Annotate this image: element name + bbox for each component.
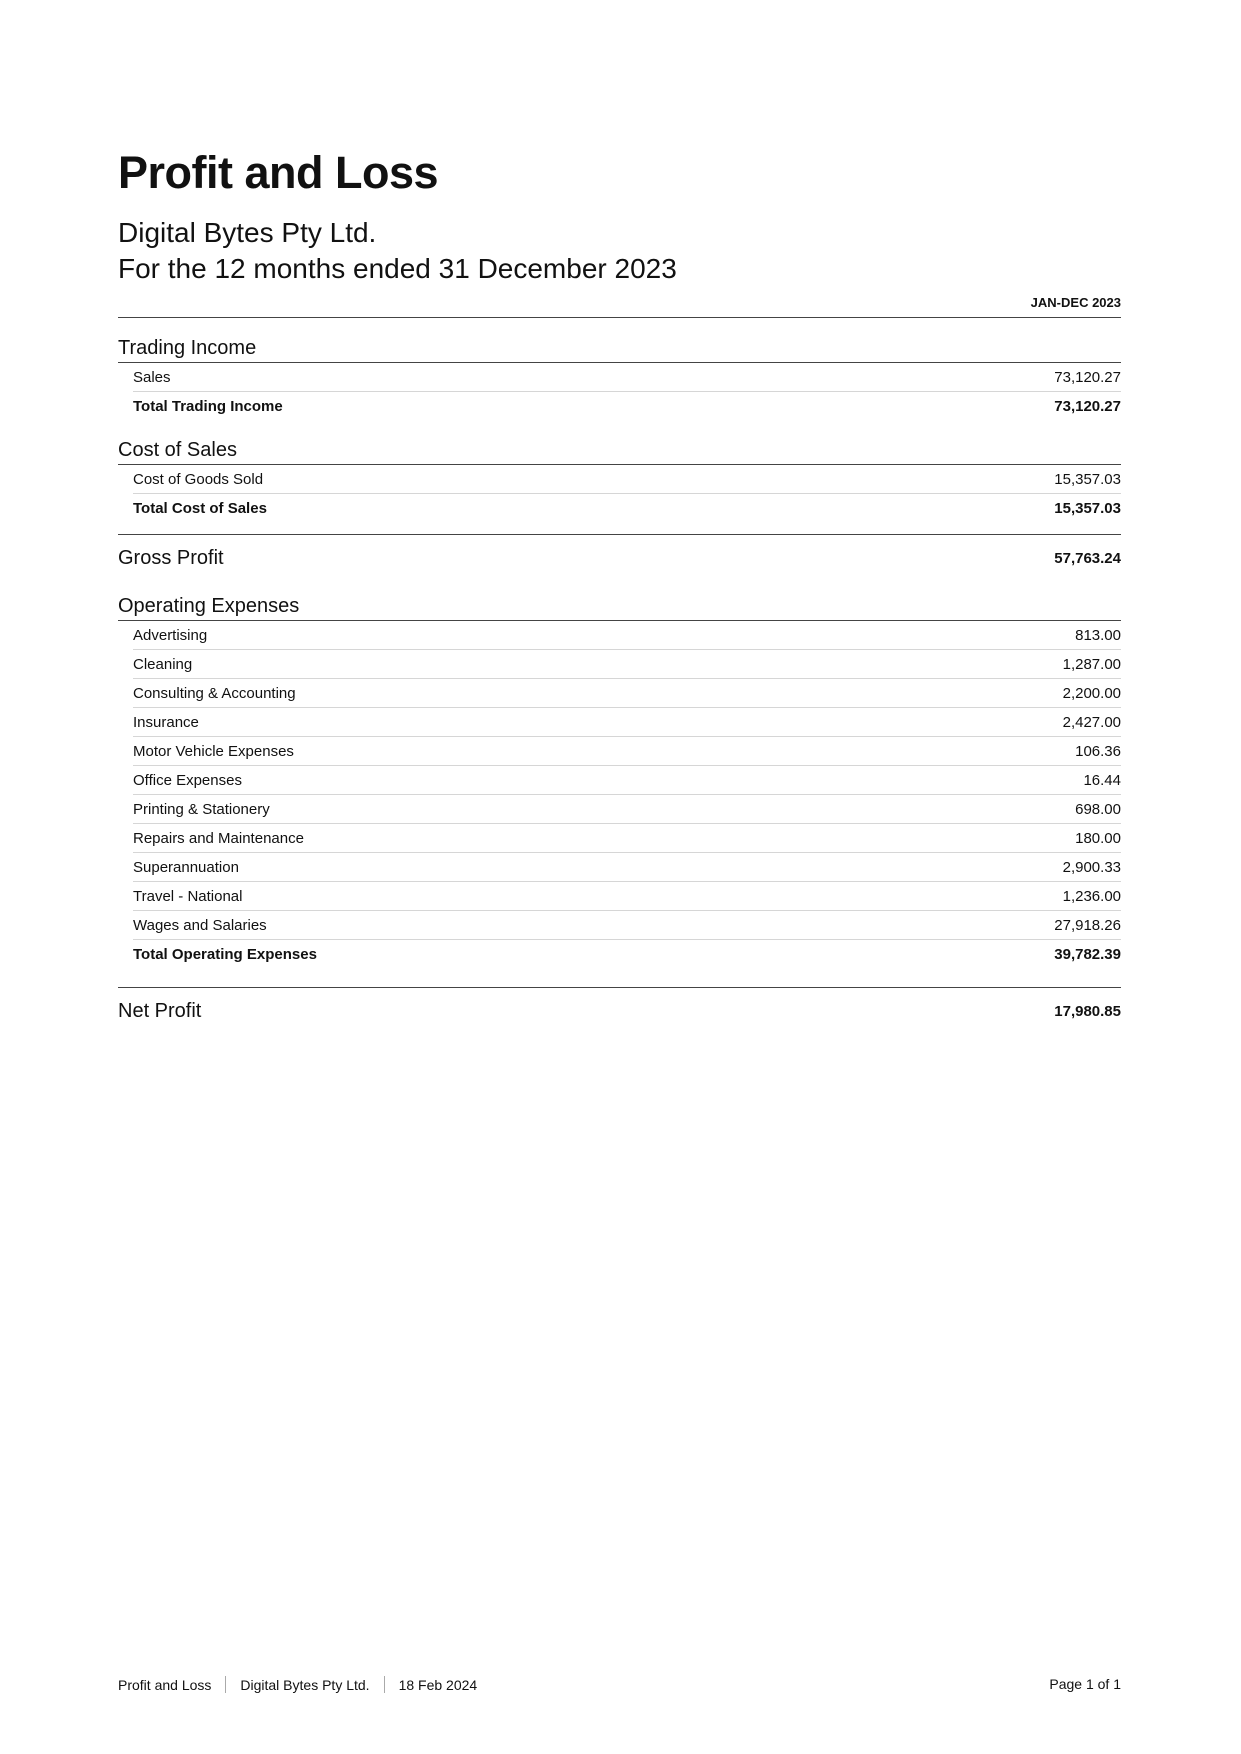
row-value: 16.44 (1083, 771, 1121, 789)
row-label: Office Expenses (133, 771, 242, 789)
row-value: 27,918.26 (1054, 916, 1121, 934)
footer-company: Digital Bytes Pty Ltd. (240, 1676, 370, 1693)
cost-of-sales-section (118, 438, 1121, 522)
table-row (133, 465, 1121, 494)
row-label: Travel - National (133, 887, 243, 905)
total-row (133, 940, 1121, 968)
total-value: 73,120.27 (1054, 397, 1121, 415)
total-value: 15,357.03 (1054, 499, 1121, 517)
header-divider (118, 317, 1121, 318)
row-label: Cost of Goods Sold (133, 470, 264, 488)
net-profit-value: 17,980.85 (1054, 1003, 1121, 1020)
company-name: Digital Bytes Pty Ltd. (118, 217, 377, 248)
column-header: JAN-DEC 2023 (1030, 295, 1121, 310)
footer-separator (225, 1676, 226, 1693)
footer-date: 18 Feb 2024 (398, 1676, 478, 1693)
row-label: Wages and Salaries (133, 916, 267, 934)
page-footer (118, 1676, 1121, 1693)
row-label: Cleaning (133, 655, 193, 673)
trading-income-section (118, 336, 1121, 420)
footer-report-name: Profit and Loss (118, 1676, 212, 1693)
row-value: 698.00 (1075, 800, 1121, 818)
total-value: 39,782.39 (1054, 945, 1121, 963)
section-heading: Trading Income (118, 336, 1121, 363)
table-row (133, 853, 1121, 882)
row-value: 2,427.00 (1062, 713, 1121, 731)
row-value: 106.36 (1075, 742, 1121, 760)
row-label: Consulting & Accounting (133, 684, 296, 702)
table-row (133, 824, 1121, 853)
row-value: 1,287.00 (1062, 655, 1121, 673)
operating-expenses-section (118, 594, 1121, 968)
gross-profit-value: 57,763.24 (1054, 550, 1121, 567)
gross-profit-row (118, 534, 1121, 570)
table-row (133, 679, 1121, 708)
row-label: Advertising (133, 626, 208, 644)
table-row (133, 621, 1121, 650)
net-profit-label: Net Profit (118, 1000, 202, 1022)
row-label: Motor Vehicle Expenses (133, 742, 294, 760)
total-label: Total Cost of Sales (133, 499, 267, 517)
row-value: 2,900.33 (1062, 858, 1121, 876)
table-row (133, 708, 1121, 737)
row-value: 2,200.00 (1062, 684, 1121, 702)
row-value: 813.00 (1075, 626, 1121, 644)
row-label: Printing & Stationery (133, 800, 270, 818)
page-number: Page 1 of 1 (1049, 1676, 1121, 1692)
report-period: For the 12 months ended 31 December 2023 (118, 253, 677, 284)
row-value: 15,357.03 (1054, 470, 1121, 488)
table-row (133, 363, 1121, 392)
row-value: 1,236.00 (1062, 887, 1121, 905)
table-row (133, 911, 1121, 940)
total-row (133, 494, 1121, 522)
row-label: Superannuation (133, 858, 239, 876)
gross-profit-label: Gross Profit (118, 547, 224, 569)
table-row (133, 650, 1121, 679)
row-value: 73,120.27 (1054, 368, 1121, 386)
section-heading: Operating Expenses (118, 594, 1121, 621)
table-row (133, 795, 1121, 824)
footer-separator (384, 1676, 385, 1693)
row-label: Insurance (133, 713, 199, 731)
row-label: Repairs and Maintenance (133, 829, 304, 847)
table-row (133, 882, 1121, 911)
table-row (133, 737, 1121, 766)
row-value: 180.00 (1075, 829, 1121, 847)
total-label: Total Trading Income (133, 397, 283, 415)
report-title: Profit and Loss (118, 147, 439, 198)
net-profit-row (118, 987, 1121, 1023)
total-row (133, 392, 1121, 420)
section-heading: Cost of Sales (118, 438, 1121, 465)
row-label: Sales (133, 368, 171, 386)
table-row (133, 766, 1121, 795)
total-label: Total Operating Expenses (133, 945, 317, 963)
footer-info (118, 1676, 477, 1693)
